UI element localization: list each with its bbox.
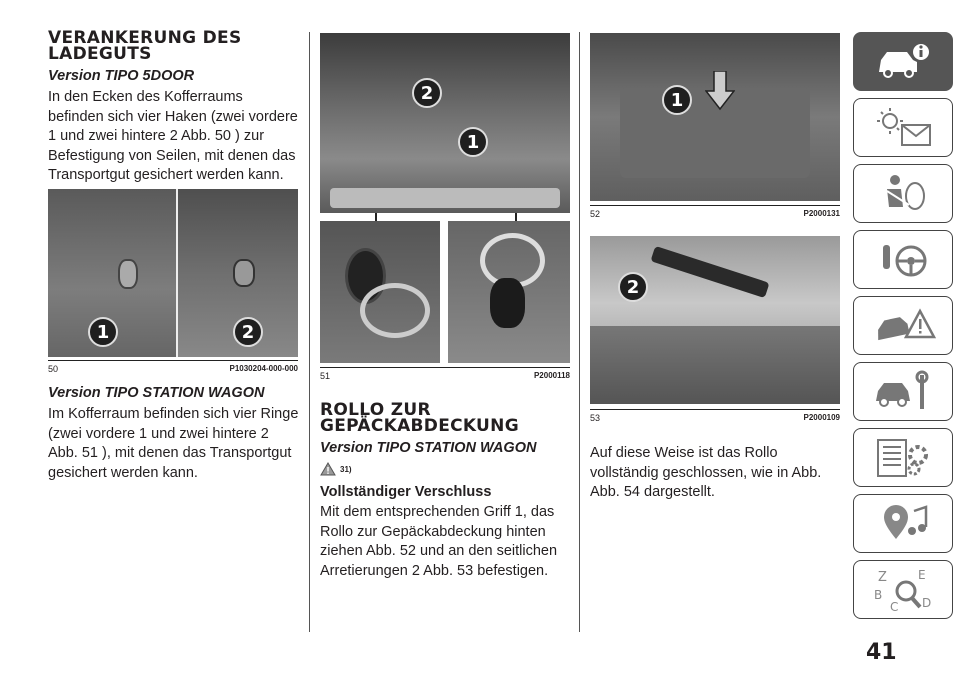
- tab-maintenance[interactable]: [853, 362, 953, 421]
- car-info-icon: [873, 42, 933, 82]
- column-3-lower: [590, 444, 842, 503]
- figure-number: 50: [48, 364, 59, 374]
- warning-ref-number: 31): [340, 464, 352, 474]
- section-heading: ROLLO ZUR GEPÄCKABDECKUNG: [320, 400, 519, 436]
- figure-code: P1030204-000-000: [229, 364, 298, 373]
- figure-51-caption: [320, 367, 570, 381]
- figure-code: P2000109: [803, 413, 840, 422]
- figure-51-image: [320, 33, 570, 363]
- figure-code: P2000131: [803, 209, 840, 218]
- column-1: [48, 30, 300, 186]
- svg-text:Z: Z: [878, 569, 887, 585]
- tab-emergency[interactable]: [853, 296, 953, 355]
- safety-airbag-icon: [873, 171, 933, 216]
- arrow-down-icon: [705, 71, 735, 111]
- tab-starting-driving[interactable]: [853, 230, 953, 289]
- figure-50-caption: [48, 360, 298, 374]
- callout-badge: 1: [458, 127, 488, 157]
- tab-car-info[interactable]: [853, 32, 953, 91]
- subheading: Vollständiger Verschluss: [320, 484, 492, 500]
- body-text: Im Kofferraum befinden sich vier Ringe (zwei vordere 1 und zwei hintere 2 Abb. 51 ), mit denen das Transportgut gesichert werden kann.: [48, 406, 299, 481]
- figure-number: 52: [590, 209, 601, 219]
- technical-data-icon: [868, 435, 938, 480]
- column-2-lower: [320, 402, 572, 581]
- tab-multimedia[interactable]: [853, 494, 953, 553]
- svg-text:B: B: [874, 587, 883, 602]
- index-icon: [868, 565, 938, 615]
- body-text: In den Ecken des Kofferraums befinden sich vier Haken (zwei vordere 1 und zwei hintere 2 Abb. 50 ) zur Befestigung von Seilen, mit denen das Transportgut gesichert werden kann.: [48, 89, 298, 183]
- figure-52-image: [590, 33, 840, 201]
- warning-reference: [320, 462, 572, 476]
- emergency-icon: [868, 303, 938, 348]
- column-1-lower: [48, 385, 300, 483]
- tab-dashboard-lights[interactable]: [853, 98, 953, 157]
- dashboard-lights-icon: [868, 105, 938, 150]
- section-heading: VERANKERUNG DES LADEGUTS: [48, 28, 242, 64]
- tab-index[interactable]: [853, 560, 953, 619]
- figure-53-caption: [590, 409, 840, 423]
- figure-number: 51: [320, 371, 331, 381]
- figure-number: 53: [590, 413, 601, 423]
- version-label: Version TIPO STATION WAGON: [48, 385, 265, 401]
- figure-50-image: [48, 189, 298, 357]
- column-divider: [309, 32, 310, 632]
- tab-technical-data[interactable]: [853, 428, 953, 487]
- callout-badge: 2: [618, 272, 648, 302]
- body-text: Mit dem entsprechenden Griff 1, das Rollo zur Gepäckabdeckung hinten ziehen Abb. 52 und an den seitlichen Arretierungen 2 Abb. 53 befestigen.: [320, 504, 558, 579]
- tab-safety[interactable]: [853, 164, 953, 223]
- svg-text:C: C: [890, 599, 899, 614]
- body-text: Auf diese Weise ist das Rollo vollständig geschlossen, wie in Abb. Abb. 54 dargestellt.: [590, 445, 822, 500]
- page-number: 41: [866, 640, 897, 665]
- starting-driving-icon: [873, 237, 933, 282]
- callout-badge: 2: [233, 317, 263, 347]
- column-divider: [579, 32, 580, 632]
- figure-code: P2000118: [533, 371, 570, 380]
- multimedia-icon: [868, 501, 938, 546]
- warning-triangle-icon: [320, 462, 336, 476]
- callout-badge: 1: [88, 317, 118, 347]
- chapter-sidebar: [853, 32, 956, 626]
- svg-text:E: E: [918, 567, 926, 582]
- figure-52-caption: [590, 205, 840, 219]
- maintenance-icon: [868, 369, 938, 414]
- callout-badge: 2: [412, 78, 442, 108]
- version-label: Version TIPO STATION WAGON: [320, 440, 537, 456]
- svg-text:D: D: [922, 595, 932, 610]
- figure-53-image: [590, 236, 840, 404]
- version-label: Version TIPO 5DOOR: [48, 68, 195, 84]
- callout-badge: 1: [662, 85, 692, 115]
